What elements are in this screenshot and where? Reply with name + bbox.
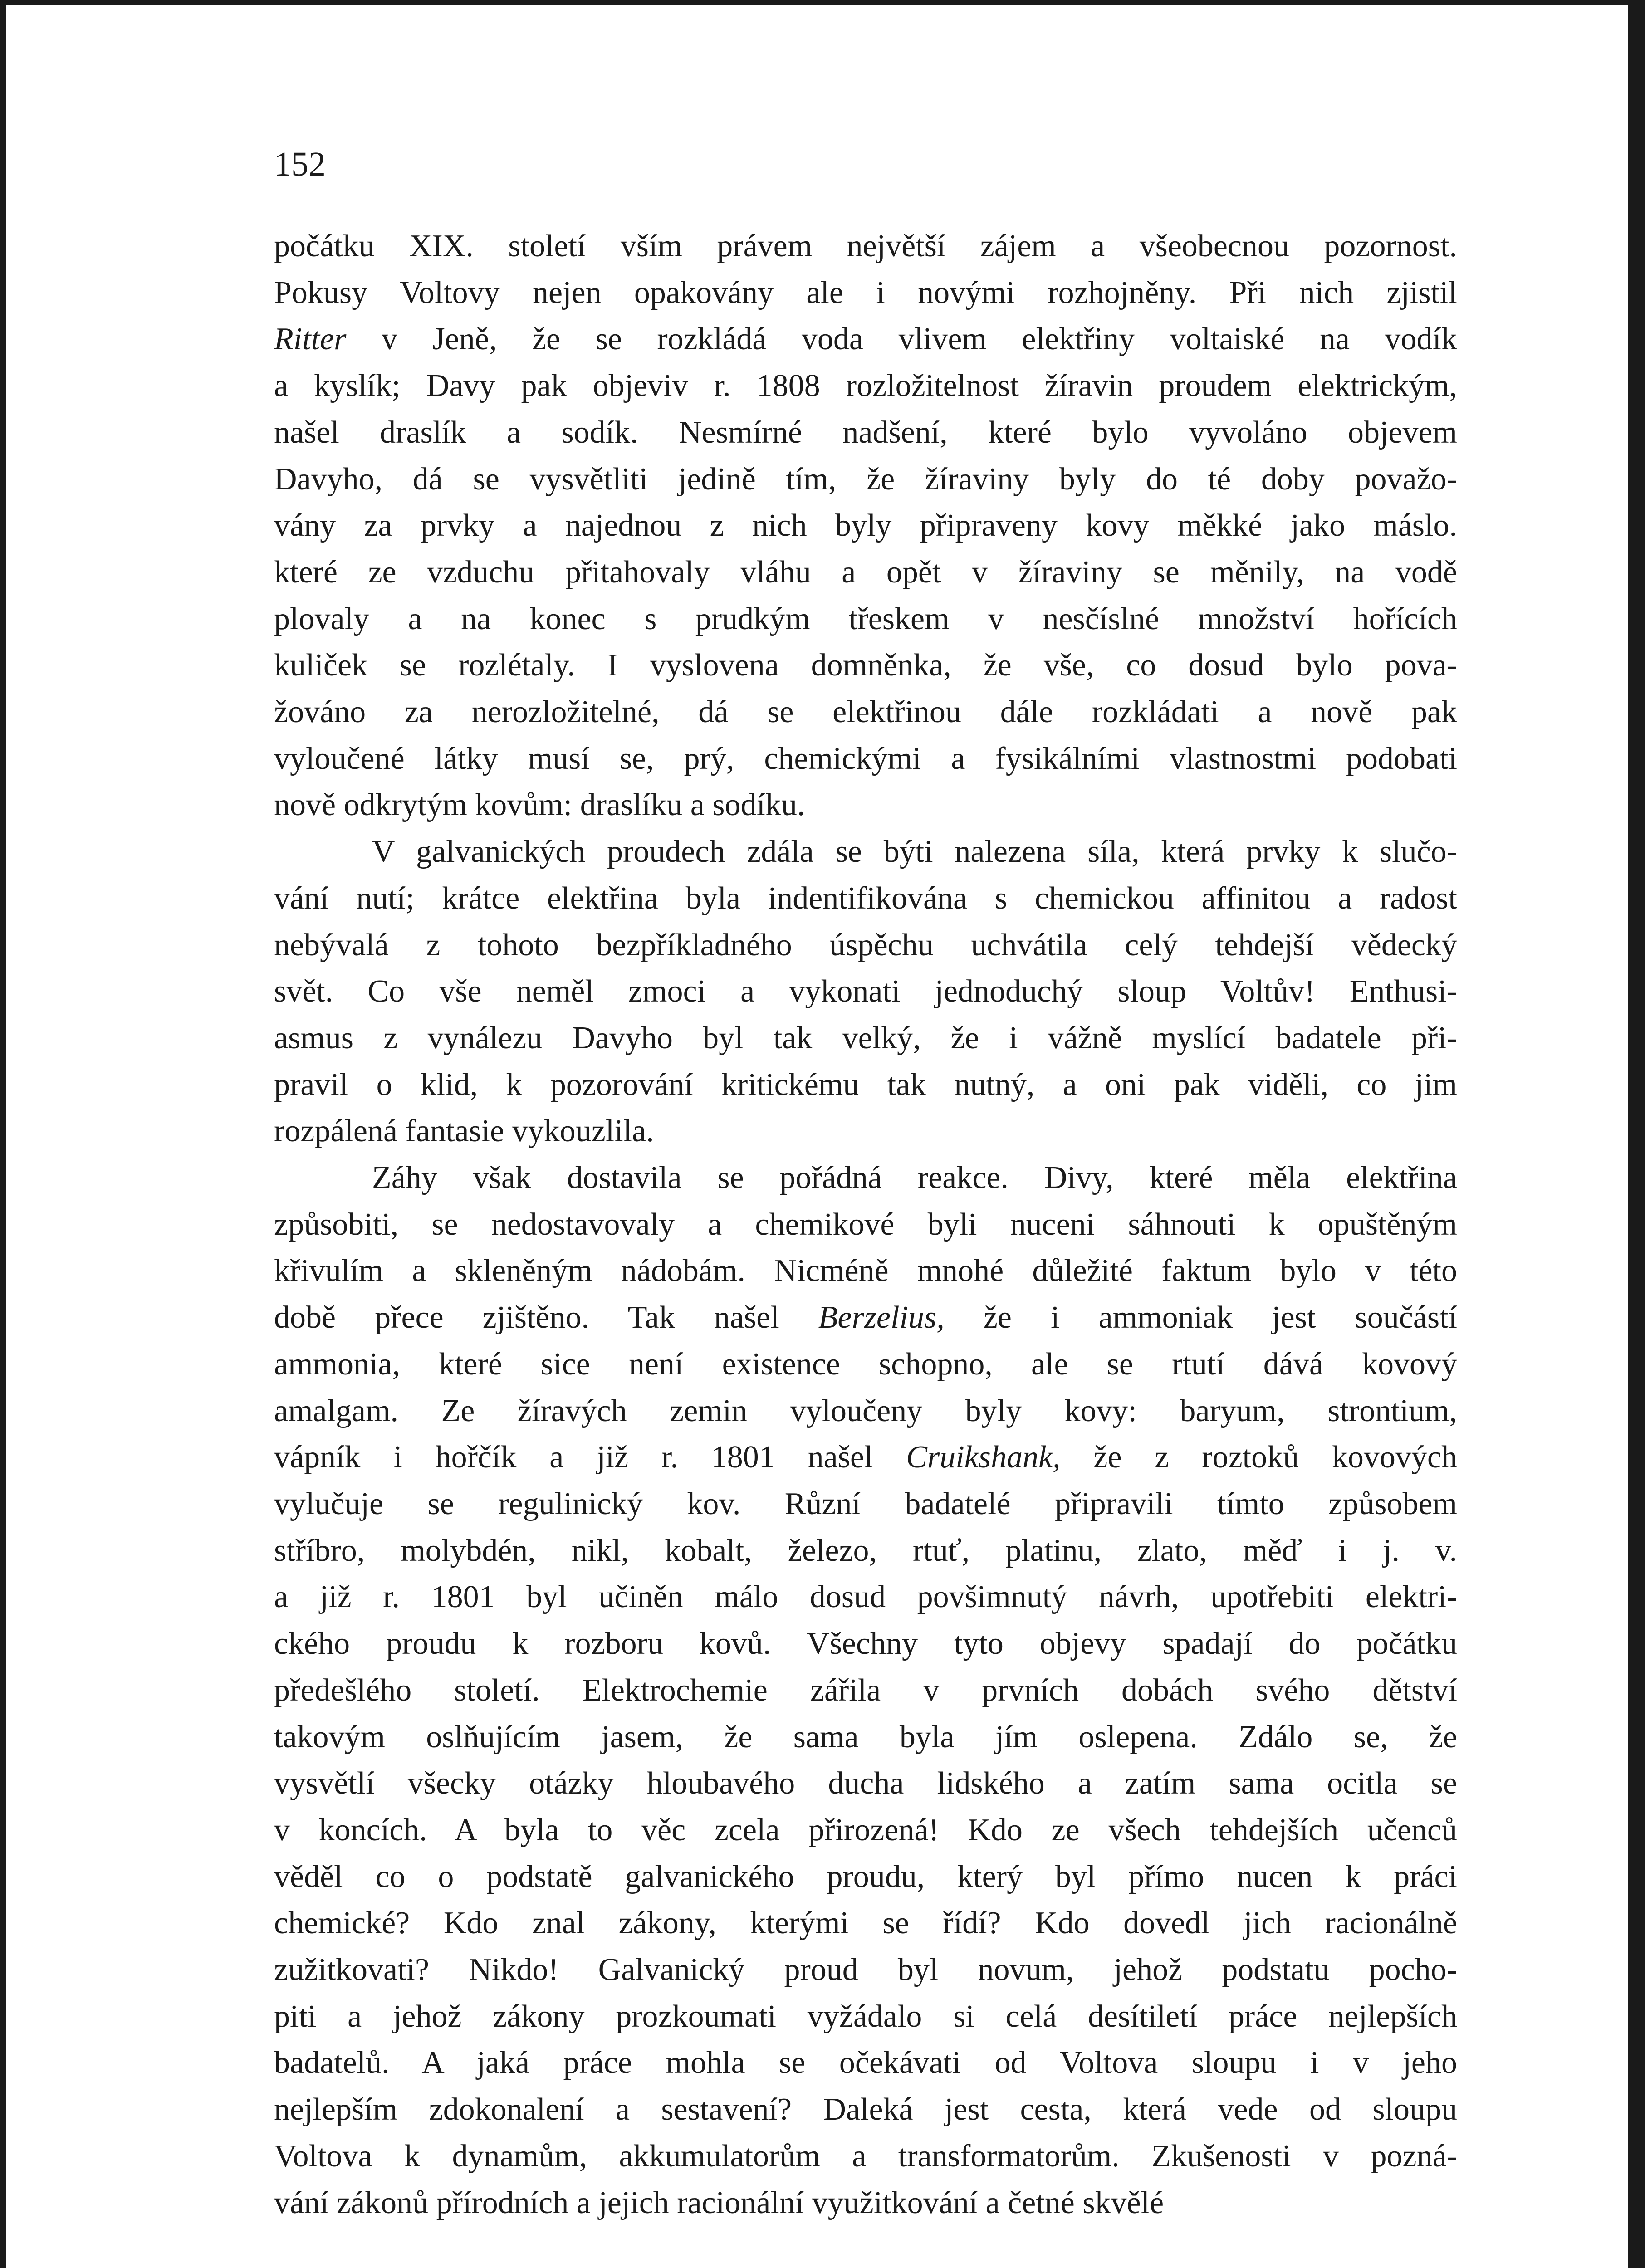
text-run: Pokusy Voltovy nejen opakovány ale i novými rozhojněny. Při nich zjistil: [274, 275, 1457, 310]
text-line: [274, 2087, 1457, 2133]
text-line: [274, 875, 1457, 922]
text-run: ammonia, které sice není existence schopno, ale se rtutí dává kovový: [274, 1346, 1457, 1382]
text-run: piti a jehož zákony prozkoumati vyžádalo si celá desítiletí práce nejlepších: [274, 1999, 1457, 2034]
text-run: nejlepším zdokonalení a sestavení? Daleká jest cesta, která vede od sloupu: [274, 2092, 1457, 2127]
text-line: [274, 316, 1457, 363]
text-run: V galvanických proudech zdála se býti nalezena síla, která prvky k slučo-: [372, 834, 1457, 870]
text-run: v Jeně, že se rozkládá voda vlivem elektřiny voltaiské na vodík: [346, 322, 1457, 357]
text-line: [274, 1714, 1457, 1761]
text-line: [274, 1854, 1457, 1901]
text-run: a kyslík; Davy pak objeviv r. 1808 rozložitelnost žíravin proudem elektrickým,: [274, 368, 1457, 404]
text-line: [274, 922, 1457, 969]
text-run: počátku XIX. století vším právem největší zájem a všeobecnou pozornost.: [274, 229, 1457, 264]
text-run: že z roztoků kovových: [1060, 1440, 1458, 1475]
text-line: [274, 1528, 1457, 1574]
text-line: [274, 223, 1457, 270]
text-run: stříbro, molybdén, nikl, kobalt, železo, rtuť, platinu, zlato, měď i j. v.: [274, 1533, 1457, 1568]
person-name: Berzelius,: [818, 1300, 945, 1335]
text-run: plovaly a na konec s prudkým třeskem v nesčíslné množství hořících: [274, 601, 1457, 636]
text-line: [274, 596, 1457, 643]
text-run: asmus z vynálezu Davyho byl tak velký, že i vážně myslící badatele při-: [274, 1020, 1457, 1056]
text-line: [274, 829, 1457, 875]
text-line: [274, 1900, 1457, 1947]
text-run: zužitkovati? Nikdo! Galvanický proud byl novum, jehož podstatu pocho-: [274, 1952, 1457, 1988]
text-line: [274, 642, 1457, 689]
text-run: nově odkrytým kovům: draslíku a sodíku.: [274, 787, 805, 823]
text-run: vány za prvky a najednou z nich byly připraveny kovy měkké jako máslo.: [274, 508, 1457, 543]
text-line: [274, 1248, 1457, 1295]
text-line: [274, 363, 1457, 410]
text-run: Davyho, dá se vysvětliti jedině tím, že žíraviny byly do té doby považo-: [274, 461, 1457, 497]
text-line: [274, 1434, 1457, 1481]
text-line: [274, 1062, 1457, 1109]
text-run: vání zákonů přírodních a jejich racionální využitkování a četné skvělé: [274, 2185, 1164, 2220]
text-line: [274, 1155, 1457, 1202]
text-line: [274, 1574, 1457, 1621]
text-run: vápník i hořčík a již r. 1801 našel: [274, 1440, 906, 1475]
paragraph: [274, 1155, 1457, 2226]
text-line: [274, 2133, 1457, 2180]
text-line: [274, 1202, 1457, 1248]
text-line: [274, 549, 1457, 596]
text-line: [274, 1481, 1457, 1528]
text-run: které ze vzduchu přitahovaly vláhu a opět v žíraviny se měnily, na vodě: [274, 554, 1457, 590]
text-run: vylučuje se regulinický kov. Různí badatelé připravili tímto způsobem: [274, 1486, 1457, 1521]
text-run: a již r. 1801 byl učiněn málo dosud povšimnutý návrh, upotřebiti elektri-: [274, 1579, 1457, 1615]
text-line: [274, 410, 1457, 456]
page-number: 152: [274, 145, 326, 183]
text-run: vysvětlí všecky otázky hloubavého ducha lidského a zatím sama ocitla se: [274, 1766, 1457, 1801]
text-run: chemické? Kdo znal zákony, kterými se řídí? Kdo dovedl jich racionálně: [274, 1906, 1457, 1941]
text-run: ckého proudu k rozboru kovů. Všechny tyto objevy spadají do počátku: [274, 1626, 1457, 1662]
person-name: Cruikshank,: [906, 1440, 1061, 1475]
text-run: způsobiti, se nedostavovaly a chemikové byli nuceni sáhnouti k opuštěným: [274, 1207, 1457, 1242]
text-line: [274, 968, 1457, 1015]
text-run: takovým oslňujícím jasem, že sama byla jím oslepena. Zdálo se, že: [274, 1719, 1457, 1755]
text-line: [274, 2180, 1457, 2227]
body-text: [274, 223, 1457, 2226]
text-line: [274, 270, 1457, 317]
text-line: [274, 1760, 1457, 1807]
person-name: Ritter: [274, 322, 347, 357]
text-run: že i ammoniak jest součástí: [944, 1300, 1457, 1335]
text-line: [274, 2040, 1457, 2087]
text-line: [274, 1621, 1457, 1667]
text-line: [274, 689, 1457, 736]
paragraph: [274, 829, 1457, 1155]
text-line: [274, 1807, 1457, 1854]
text-run: badatelů. A jaká práce mohla se očekávati od Voltova sloupu i v jeho: [274, 2045, 1457, 2081]
text-line: [274, 1388, 1457, 1435]
text-run: pravil o klid, k pozorování kritickému tak nutný, a oni pak viděli, co jim: [274, 1067, 1457, 1102]
text-line: [274, 1108, 1457, 1155]
text-line: [274, 1667, 1457, 1714]
text-run: předešlého století. Elektrochemie zářila v prvních dobách svého dětství: [274, 1672, 1457, 1708]
text-run: Záhy však dostavila se pořádná reakce. Divy, které měla elektřina: [372, 1160, 1457, 1196]
paragraph: [274, 223, 1457, 829]
text-run: době přece zjištěno. Tak našel: [274, 1300, 818, 1335]
text-run: našel draslík a sodík. Nesmírné nadšení, které bylo vyvoláno objevem: [274, 415, 1457, 450]
text-line: [274, 782, 1457, 829]
text-line: [274, 456, 1457, 503]
text-line: [274, 503, 1457, 549]
text-line: [274, 1994, 1457, 2040]
book-page: [6, 5, 1628, 2268]
text-run: rozpálená fantasie vykouzlila.: [274, 1114, 654, 1149]
text-run: v koncích. A byla to věc zcela přirozená! Kdo ze všech tehdejších učenců: [274, 1812, 1457, 1848]
text-line: [274, 1341, 1457, 1388]
text-run: Voltova k dynamům, akkumulatorům a transformatorům. Zkušenosti v pozná-: [274, 2138, 1457, 2174]
text-run: nebývalá z tohoto bezpříkladného úspěchu uchvátila celý tehdejší vědecký: [274, 927, 1457, 963]
text-line: [274, 1947, 1457, 1994]
text-run: vyloučené látky musí se, prý, chemickými a fysikálními vlastnostmi podobati: [274, 741, 1457, 776]
text-run: žováno za nerozložitelné, dá se elektřinou dále rozkládati a nově pak: [274, 694, 1457, 730]
text-run: svět. Co vše neměl zmoci a vykonati jednoduchý sloup Voltův! Enthusi-: [274, 974, 1457, 1009]
text-run: křivulím a skleněným nádobám. Nicméně mnohé důležité faktum bylo v této: [274, 1253, 1457, 1289]
text-run: kuliček se rozlétaly. I vyslovena domněnka, že vše, co dosud bylo pova-: [274, 648, 1457, 683]
text-line: [274, 1295, 1457, 1341]
text-line: [274, 1015, 1457, 1062]
text-run: vání nutí; krátce elektřina byla indentifikována s chemickou affinitou a radost: [274, 880, 1457, 916]
text-line: [274, 736, 1457, 782]
text-run: věděl co o podstatě galvanického proudu, který byl přímo nucen k práci: [274, 1859, 1457, 1894]
text-run: amalgam. Ze žíravých zemin vyloučeny byly kovy: baryum, strontium,: [274, 1393, 1457, 1428]
